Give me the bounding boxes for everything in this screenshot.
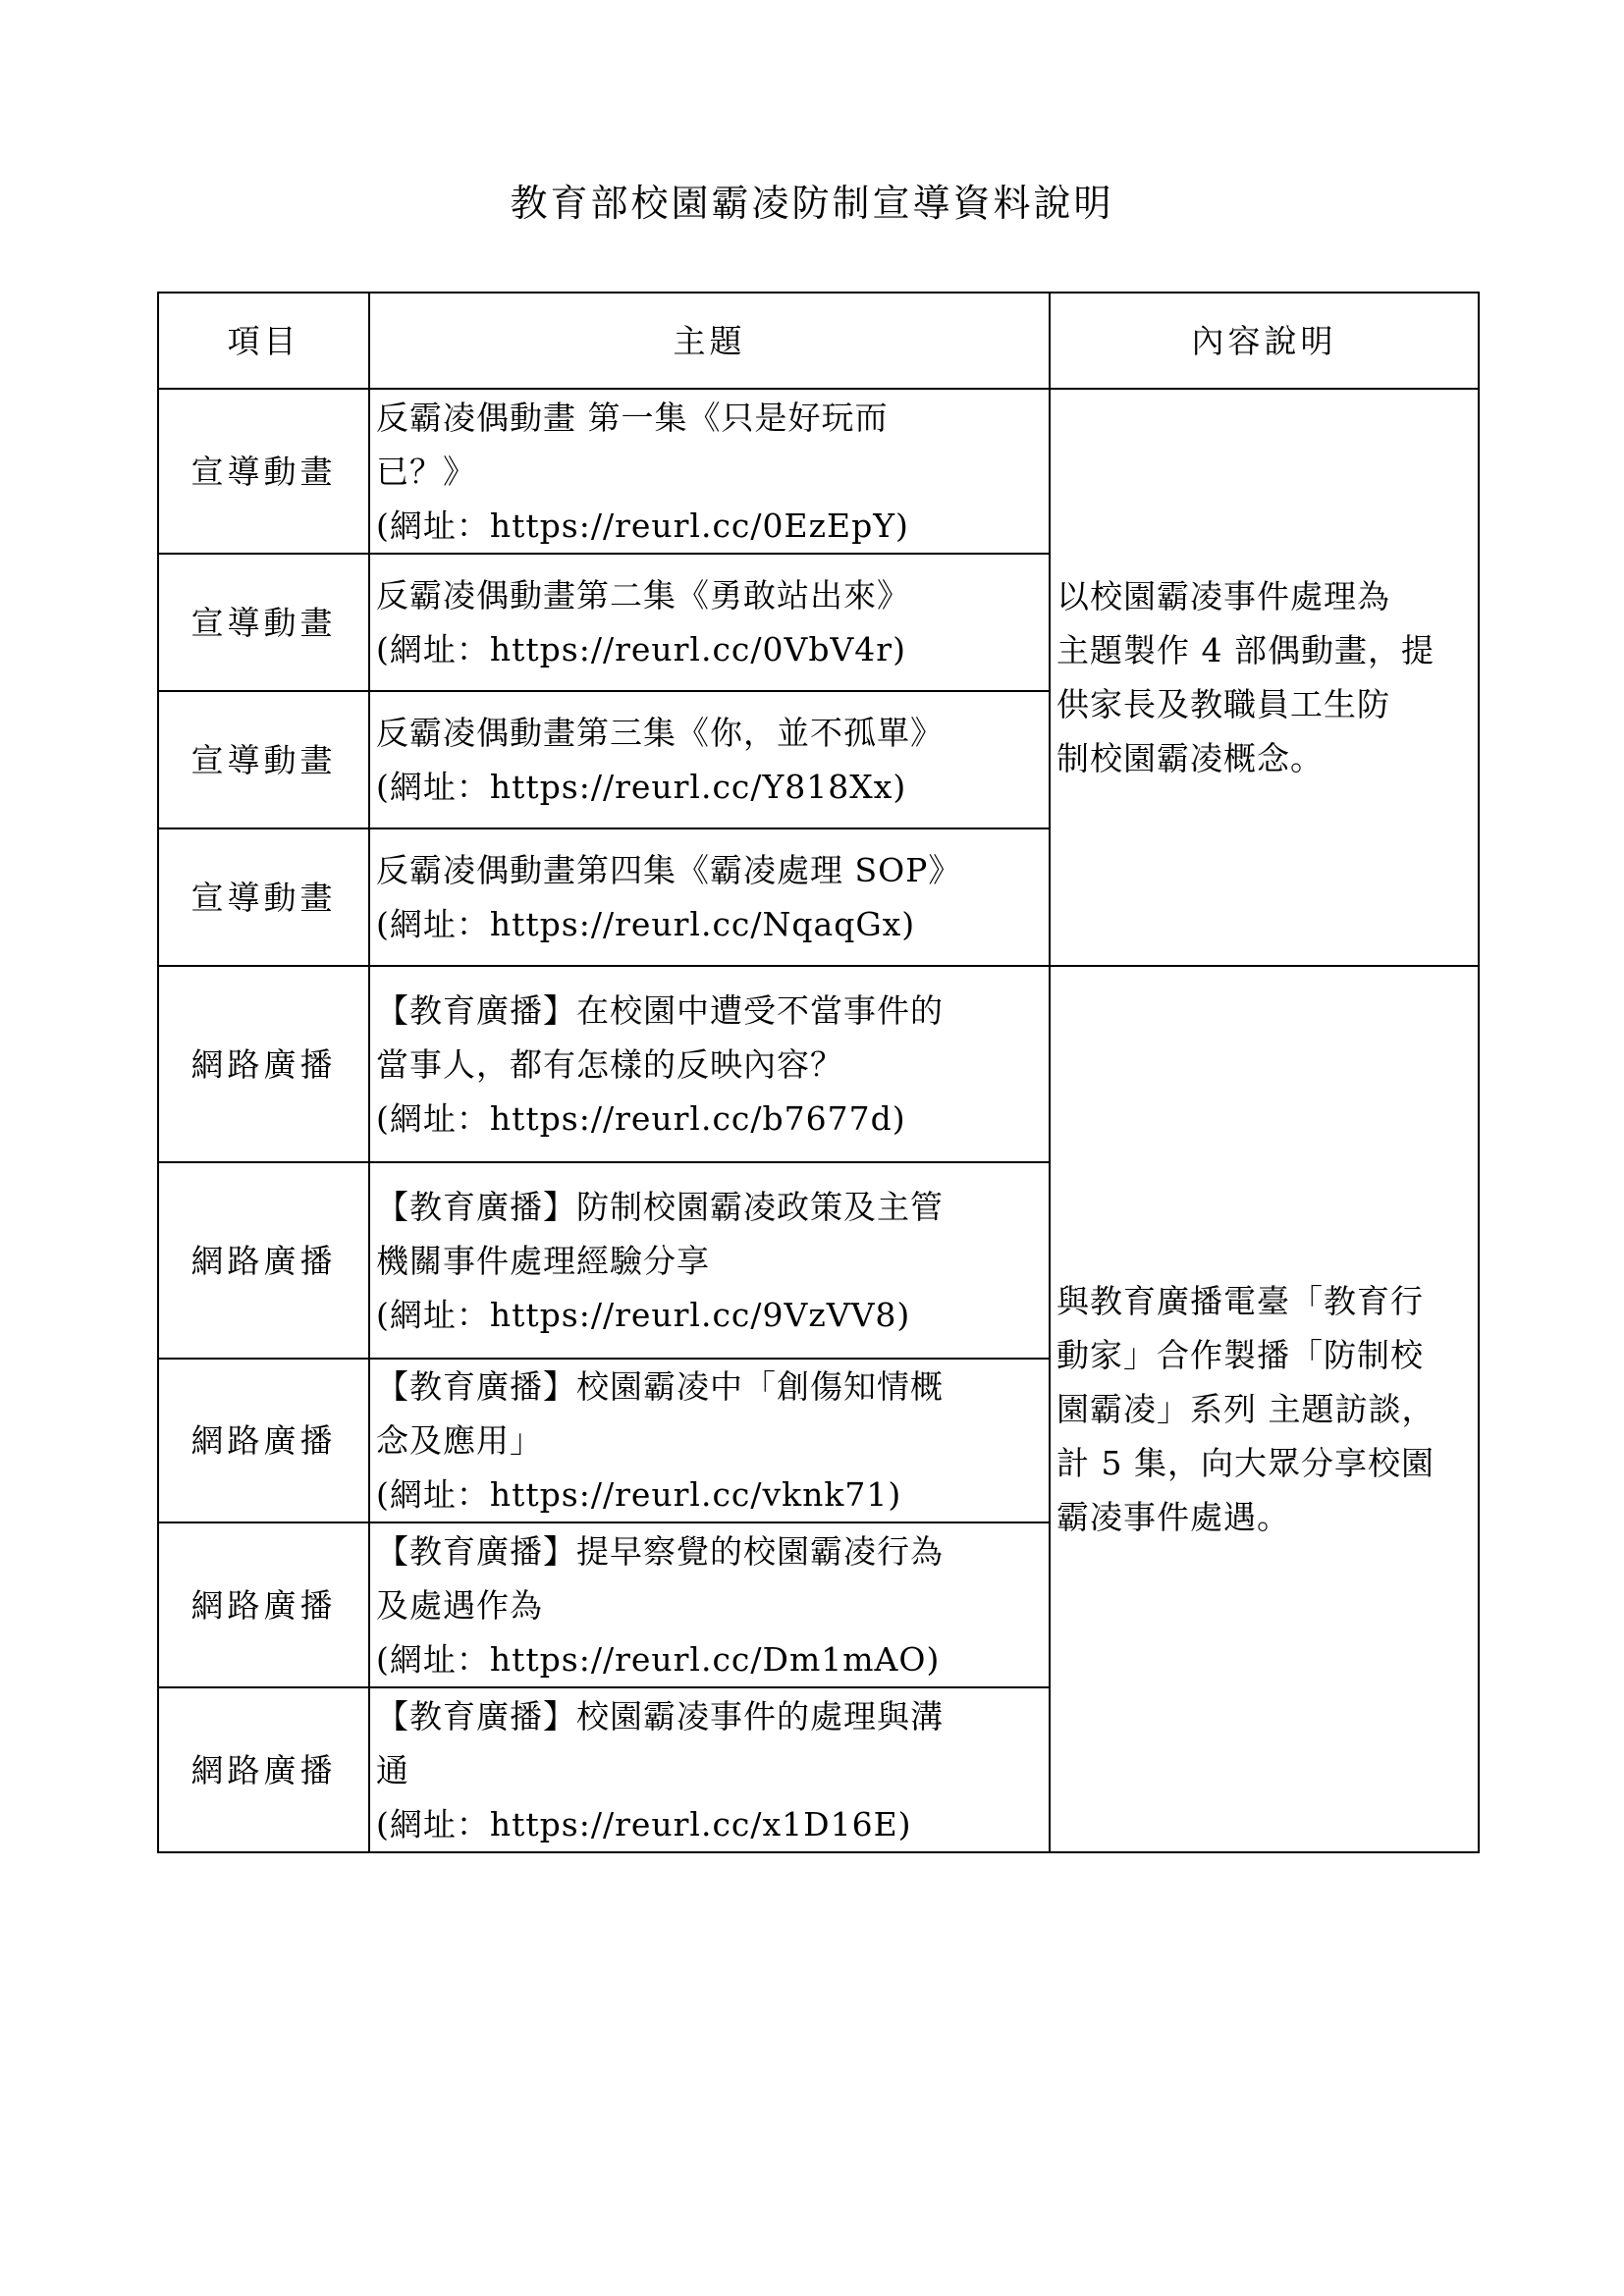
item-cell: 網路廣播 xyxy=(158,1522,369,1687)
description-text: 供家長及教職員工生防 xyxy=(1056,685,1390,723)
item-cell: 宣導動畫 xyxy=(158,691,369,828)
topic-text: 通 xyxy=(376,1750,409,1789)
table-row xyxy=(158,389,1479,554)
item-cell: 宣導動畫 xyxy=(158,828,369,966)
topic-text: 及處遇作為 xyxy=(376,1585,543,1625)
description-text: 制校園霸凌概念。 xyxy=(1056,739,1324,777)
topic-text: 反霸凌偶動畫第三集《你，並不孤單》 xyxy=(376,714,944,752)
item-cell: 宣導動畫 xyxy=(158,554,369,691)
topic-url: (網址：https://reurl.cc/Y818Xx) xyxy=(376,768,907,806)
topic-text: 反霸凌偶動畫第二集《勇敢站出來》 xyxy=(376,576,910,614)
topic-text: 【教育廣播】提早察覺的校園霸凌行為 xyxy=(376,1531,944,1571)
item-cell: 網路廣播 xyxy=(158,966,369,1162)
topic-text: 已？》 xyxy=(376,452,476,491)
topic-url: (網址：https://reurl.cc/x1D16E) xyxy=(376,1804,912,1843)
header-item: 項目 xyxy=(158,293,369,389)
header-description: 內容說明 xyxy=(1050,293,1479,389)
description-cell-animation xyxy=(1050,389,1479,966)
description-text: 與教育廣播電臺「教育行 xyxy=(1056,1282,1424,1320)
topic-text: 念及應用」 xyxy=(376,1421,543,1460)
topic-cell xyxy=(369,554,1050,691)
topic-cell xyxy=(369,1162,1050,1359)
topic-url: (網址：https://reurl.cc/Dm1mAO) xyxy=(376,1639,941,1679)
description-text: 霸凌事件處遇。 xyxy=(1056,1498,1290,1536)
topic-cell xyxy=(369,1359,1050,1522)
topic-text: 當事人，都有怎樣的反映內容？ xyxy=(376,1044,843,1084)
item-cell: 網路廣播 xyxy=(158,1162,369,1359)
topic-text: 【教育廣播】校園霸凌事件的處理與溝 xyxy=(376,1696,944,1735)
description-text: 計 5 集，向大眾分享校園 xyxy=(1056,1444,1435,1482)
topic-text: 【教育廣播】在校園中遭受不當事件的 xyxy=(376,990,944,1030)
item-cell: 網路廣播 xyxy=(158,1687,369,1852)
description-text: 主題製作 4 部偶動畫，提 xyxy=(1056,631,1435,669)
topic-text: 【教育廣播】防制校園霸凌政策及主管 xyxy=(376,1187,944,1226)
topic-url: (網址：https://reurl.cc/9VzVV8) xyxy=(376,1295,911,1334)
topic-cell xyxy=(369,389,1050,554)
item-cell: 宣導動畫 xyxy=(158,389,369,554)
item-cell: 網路廣播 xyxy=(158,1359,369,1522)
topic-url: (網址：https://reurl.cc/0EzEpY) xyxy=(376,506,909,545)
topic-text: 反霸凌偶動畫 第一集《只是好玩而 xyxy=(376,398,889,437)
topic-url: (網址：https://reurl.cc/0VbV4r) xyxy=(376,630,906,668)
description-text: 動家」合作製播「防制校 xyxy=(1056,1336,1424,1374)
topic-cell xyxy=(369,1687,1050,1852)
topic-url: (網址：https://reurl.cc/NqaqGx) xyxy=(376,905,916,943)
topic-text: 【教育廣播】校園霸凌中「創傷知情概 xyxy=(376,1367,944,1406)
description-text: 園霸凌」系列 主題訪談， xyxy=(1056,1390,1435,1428)
table-row xyxy=(158,966,1479,1162)
topic-cell xyxy=(369,966,1050,1162)
page-title: 教育部校園霸凌防制宣導資料說明 xyxy=(510,182,1114,225)
table-header-row xyxy=(158,293,1479,389)
topic-cell xyxy=(369,1522,1050,1687)
topic-url: (網址：https://reurl.cc/vknk71) xyxy=(376,1475,902,1514)
description-text: 以校園霸凌事件處理為 xyxy=(1056,577,1390,615)
header-topic: 主題 xyxy=(369,293,1050,389)
topic-url: (網址：https://reurl.cc/b7677d) xyxy=(376,1098,906,1138)
description-cell-radio xyxy=(1050,966,1479,1852)
topic-text: 機關事件處理經驗分享 xyxy=(376,1241,710,1280)
topic-cell xyxy=(369,691,1050,828)
topic-text: 反霸凌偶動畫第四集《霸凌處理 SOP》 xyxy=(376,851,962,889)
topic-cell xyxy=(369,828,1050,966)
bullying-materials-table xyxy=(157,292,1480,1853)
